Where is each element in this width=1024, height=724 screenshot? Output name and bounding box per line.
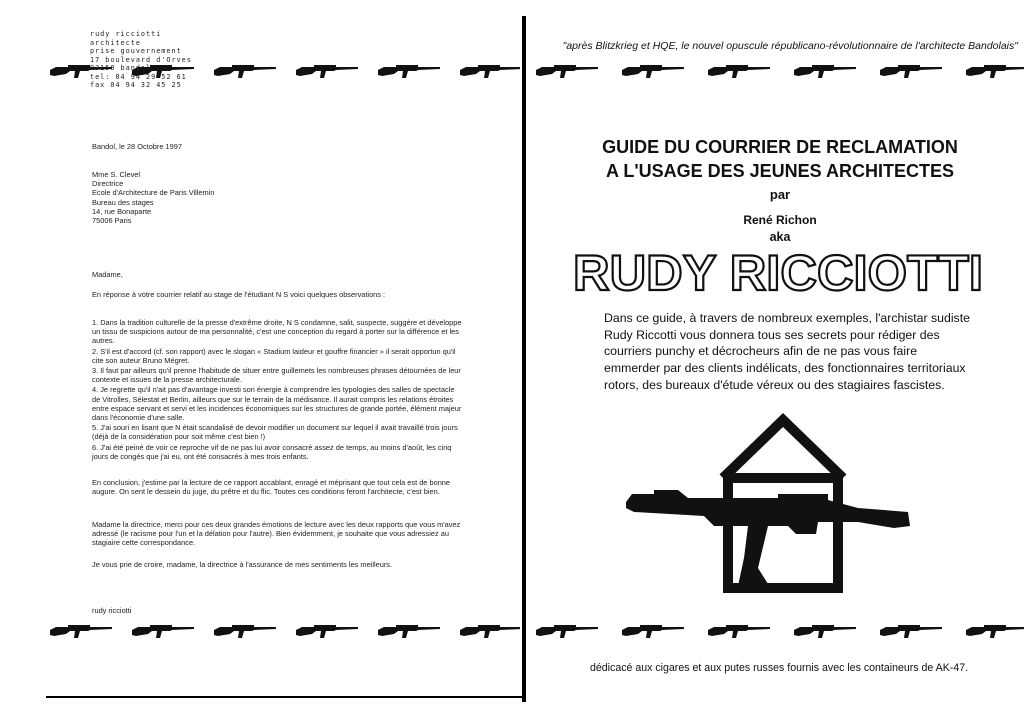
- cover-title-line1: GUIDE DU COURRIER DE RECLAMATION: [602, 137, 958, 157]
- house-rifle-emblem: [618, 408, 918, 608]
- letter-signature: rudy ricciotti: [92, 606, 132, 615]
- cover-big-name: [568, 246, 988, 298]
- cover-par: par: [769, 187, 791, 202]
- recipient-block: [92, 170, 214, 225]
- cover-aka: aka: [769, 230, 791, 244]
- letter-item: 4. Je regrette qu'il n'ait pas d'avantage investi son énergie à comprendre les typologies des salles de spectacle de Vitrolles, Sélestat et Berlin, ailleurs que sur le terrain de la médisance. Il aurait compris les relations étroites entre espace servant et servi et les incidences économiques sur les structures de grande portée, élément majeur dans l'économie d'une salle.: [92, 385, 462, 423]
- sender-line: fax 04 94 32 45 25: [90, 81, 182, 89]
- sender-block: [90, 30, 192, 90]
- page-divider: [522, 16, 526, 702]
- sender-line: 83150 bandol: [90, 64, 152, 72]
- sender-line: rudy ricciotti: [90, 30, 162, 38]
- letter-intro: En réponse à votre courrier relatif au stage de l'étudiant N S voici quelques observations :: [92, 290, 386, 299]
- ak47-row-bottom-right: [530, 622, 1024, 644]
- cover-author: René Richon: [743, 213, 817, 227]
- sender-line: architecte: [90, 38, 141, 47]
- cover-description: Dans ce guide, à travers de nombreux exemples, l'archistar sudiste Rudy Riccotti vous donnera tous ses secrets pour rédiger des courriers punchy et décrocheurs afin de ne pas vous faire emmerder par des clients indélicats, des fonctionnaires territoriaux rotors, des bureaux d'étude véreux ou des stagiaires fascistes.: [604, 311, 970, 392]
- recipient-line: 75006 Paris: [92, 216, 132, 226]
- big-name-text: RUDY RICCIOTTI: [573, 246, 983, 298]
- cover-quote: "après Blitzkrieg et HQE, le nouvel opuscule républicano-révolutionnaire de l'architecte Bandolais": [562, 40, 1018, 52]
- letter-item: 5. J'ai souri en lisant que N était scandalisé de devoir modifier un document sur lequel il avait travaillé trois jours (déjà de la considération pour soit même c'est bien !): [92, 423, 458, 442]
- letter-item: 6. J'ai été peiné de voir ce reproche vif de ne pas lui avoir consacré assez de temps, au moins d'août, les cinq jours de congés que j'ai eu, ont été consacrés à mes trois enfants.: [92, 442, 452, 461]
- letter-item: 3. Il faut par ailleurs qu'il prenne l'habitude de situer entre guillemets les nombreuses phrases détournées de leur contexte et issues de la presse architecturale.: [92, 366, 461, 385]
- letter-item: 2. S'il est d'accord (cf. son rapport) avec le slogan « Stadium laideur et gouffre financier » il serait opportun qu'il cite son auteur Bruno Mégret.: [92, 346, 456, 365]
- sender-line: tel: 04 94 29 52 61: [90, 72, 187, 81]
- recipient-line: 14, rue Bonaparte: [92, 206, 152, 216]
- letter-closing: Je vous prie de croire, madame, la directrice à l'assurance de mes sentiments les meilleurs.: [92, 560, 393, 569]
- recipient-line: Mme S. Clevel: [92, 170, 141, 179]
- sender-line: prise gouvernement: [90, 47, 182, 55]
- ak47-icon: [626, 490, 910, 592]
- letter-conclusion: En conclusion, j'estime par la lecture de ce rapport accablant, enragé et méprisant que tout cela est de bonne augure. On sent le dessein du juge, du prêtre et du flic. Toutes ces conditions feront l'architecte, c'est bien.: [92, 478, 451, 497]
- cover-footer-note: dédicacé aux cigares et aux putes russes fournis avec les containeurs de AK-47.: [590, 662, 969, 674]
- recipient-line: Directrice: [92, 179, 124, 189]
- bottom-rule: [46, 696, 526, 698]
- letter-paragraph: Madame la directrice, merci pour ces deux grandes émotions de lecture avec les deux rapports que vous m'avez adressé (le racisme pour l'un et la délation pour l'autre). Bien évidemment, je souhaite que vous adressiez au stagiaire cette correspondance.: [92, 520, 461, 548]
- recipient-line: Bureau des stages: [92, 197, 154, 207]
- letter-date: Bandol, le 28 Octobre 1997: [92, 142, 182, 151]
- letter-item: 1. Dans la tradition culturelle de la presse d'extrême droite, N S condamne, salit, suspecte, suggère et développe un tissu de suspicions autour de ma personnalité, c'est une conception du regard à porter sur la différence et les autres.: [92, 318, 462, 346]
- cover-title-line2: A L'USAGE DES JEUNES ARCHITECTES: [606, 161, 954, 181]
- ak47-row-top-right: [530, 62, 1024, 84]
- ak47-row-bottom-left: [40, 622, 520, 644]
- letter-greeting: Madame,: [92, 270, 123, 279]
- sender-line: 17 boulevard d'Orves: [90, 55, 192, 64]
- letter-items: [92, 318, 464, 461]
- recipient-line: Ecole d'Architecture de Paris Villemin: [92, 188, 215, 198]
